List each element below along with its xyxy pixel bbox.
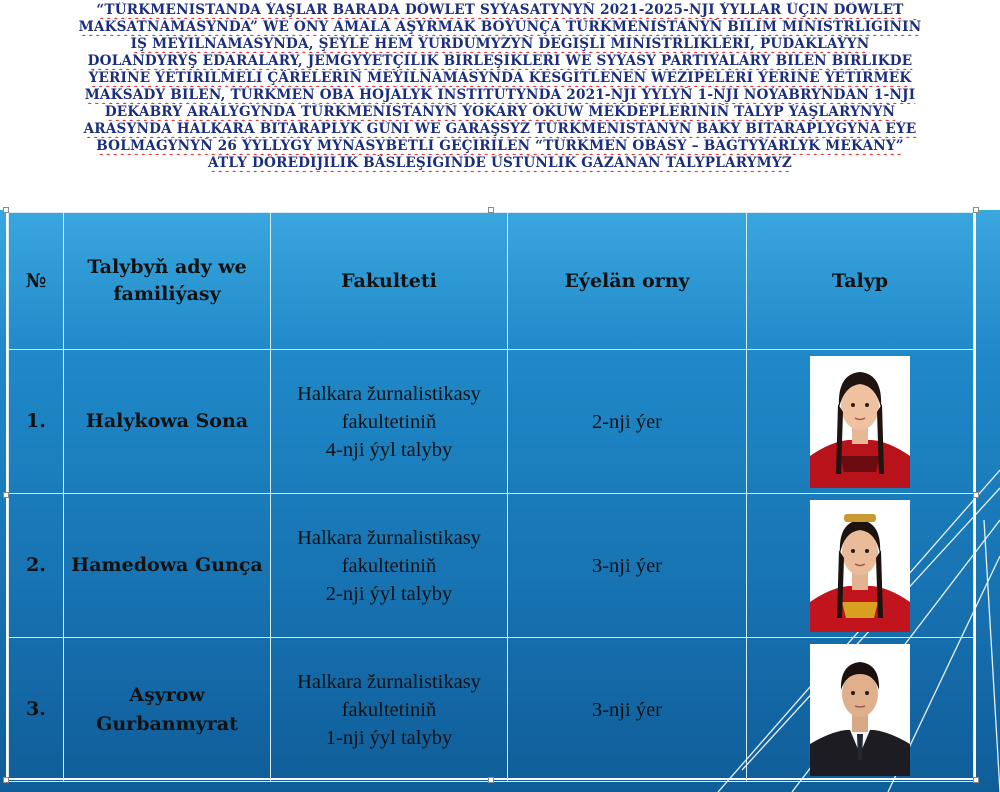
student-photo-cell	[747, 350, 974, 494]
row-number: 1.	[9, 350, 64, 494]
student-place: 3-nji ýer	[508, 638, 747, 782]
student-photo-female-icon	[810, 500, 910, 632]
student-faculty	[271, 350, 508, 494]
student-place: 3-nji ýer	[508, 494, 747, 638]
student-name	[64, 350, 271, 494]
faculty-line: Halkara žurnalistikasy	[297, 670, 481, 693]
title-line: ÝERINE ÝETIRILMELI ÇÄRELERIŇ MEÝILNAMASYNDA KESGITLENEN WEZIPELERI ÝERINE ÝETIRMEK	[88, 70, 912, 86]
title-line: DEKABRY ARALYGYNDA TÜRKMENISTANYŇ ÝOKARY OKUW MEKDEPLERINIŇ TALYP ÝAŞLARYNYŇ	[104, 104, 896, 120]
student-photo-cell	[747, 494, 974, 638]
student-name-line: Hamedowa Gunça	[71, 554, 263, 576]
student-name	[64, 638, 271, 782]
title-line: ATLY DÖREDIJILIK BÄSLEŞIGINDE ÜSTÜNLIK GAZANAN TALYPLARYMYZ	[208, 155, 792, 171]
page-title	[0, 0, 1000, 172]
student-photo-male-icon	[810, 644, 910, 776]
header-photo: Talyp	[747, 213, 974, 350]
faculty-line: 4-nji ýyl talyby	[325, 438, 453, 461]
title-line: ARASYNDA HALKARA BITARAPLYK GÜNI WE GARAŞSYZ TÜRKMENISTANYŇ BAKY BITARAPLYGYNA EÝE	[83, 121, 917, 137]
title-line: “TÜRKMENISTANDA ÝAŞLAR BARADA DÖWLET SYÝASATYNYŇ 2021-2025-NJI ÝYLLAR ÜÇIN DÖWLET	[96, 2, 904, 18]
faculty-line: 2-nji ýyl talyby	[325, 582, 453, 605]
title-line: BOLMAGYNYŇ 26 ÝYLLYGY MYNASYBETLI GEÇIRILEN “TÜRKMEN OBASY – BAGTYÝARLYK MEKANY”	[96, 138, 904, 154]
faculty-line: Halkara žurnalistikasy	[297, 526, 481, 549]
resize-handle-top-center[interactable]	[488, 207, 494, 213]
faculty-line: fakultetiniň	[341, 554, 437, 577]
resize-handle-middle-left[interactable]	[3, 492, 9, 498]
resize-handle-bottom-center[interactable]	[488, 777, 494, 783]
student-photo-female-icon	[810, 356, 910, 488]
table-row	[9, 350, 974, 494]
table-row	[9, 494, 974, 638]
resize-handle-bottom-left[interactable]	[3, 777, 9, 783]
title-line: MAKSADY BILEN, TÜRKMEN OBA HOJALYK INSTITUTYNDA 2021-NJI ÝYLYŇ 1-NJI NOÝABRYNDAN 1-NJI	[84, 87, 916, 103]
students-table	[8, 212, 974, 782]
faculty-line: Halkara žurnalistikasy	[297, 382, 481, 405]
resize-handle-bottom-right[interactable]	[973, 777, 979, 783]
header-number: №	[9, 213, 64, 350]
faculty-line: fakultetiniň	[341, 410, 437, 433]
student-faculty	[271, 638, 508, 782]
student-name	[64, 494, 271, 638]
students-table-frame[interactable]	[6, 210, 976, 780]
student-faculty	[271, 494, 508, 638]
header-name-line: Talybyň ady we	[87, 256, 247, 278]
resize-handle-top-right[interactable]	[973, 207, 979, 213]
header-name	[64, 213, 271, 350]
resize-handle-top-left[interactable]	[3, 207, 9, 213]
student-photo-cell	[747, 638, 974, 782]
header-place: Eýelän orny	[508, 213, 747, 350]
student-place: 2-nji ýer	[508, 350, 747, 494]
faculty-line: 1-nji ýyl talyby	[325, 726, 453, 749]
faculty-line: fakultetiniň	[341, 698, 437, 721]
student-name-line: Halykowa Sona	[85, 410, 249, 432]
table-row	[9, 638, 974, 782]
title-line: DOLANDYRYŞ EDARALARY, JEMGYÝETÇILIK BIRLEŞIKLERI WE SYÝASY PARTIÝALARY BILEN BIRLIKDE	[87, 53, 913, 69]
student-name-line: Aşyrow	[129, 683, 205, 706]
student-name-line: Gurbanmyrat	[96, 712, 238, 735]
header-name-line: familiýasy	[113, 283, 221, 305]
row-number: 3.	[9, 638, 64, 782]
title-line: IŞ MEÝILNAMASYNDA, ŞEÝLE HEM ÝURDUMYZYŇ DEGIŞLI MINISTRLIKLERI, PUDAKLAÝYN	[130, 36, 870, 52]
resize-handle-middle-right[interactable]	[973, 492, 979, 498]
title-line: MAKSATNAMASYNDA” WE ONY AMALA AŞYRMAK BOÝUNÇA TÜRKMENISTANYŇ BILIM MINISTRLIGINIŇ	[78, 19, 922, 35]
table-header-row	[9, 213, 974, 350]
row-number: 2.	[9, 494, 64, 638]
header-faculty: Fakulteti	[271, 213, 508, 350]
